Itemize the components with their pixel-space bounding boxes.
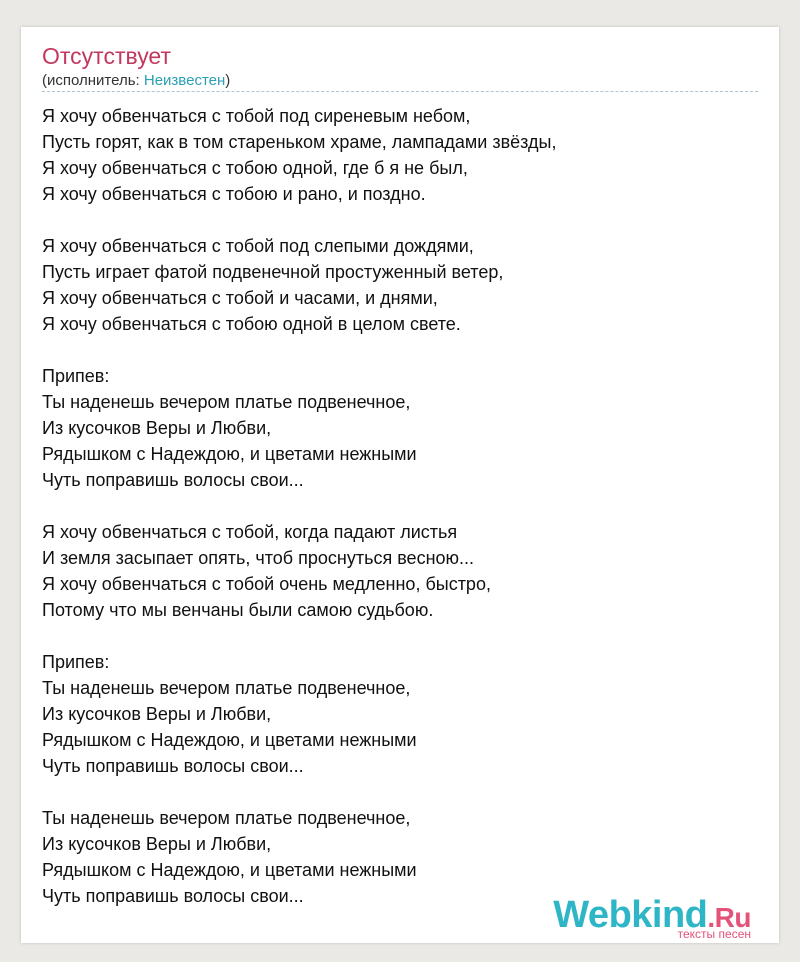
lyric-line: Потому что мы венчаны были самою судьбою.: [42, 600, 434, 620]
lyric-line: Рядышком с Надеждою, и цветами нежными: [42, 730, 417, 750]
chorus-stanza: [42, 649, 758, 779]
lyric-line: Я хочу обвенчаться с тобой, когда падают листья: [42, 522, 458, 542]
lyric-line: Я хочу обвенчаться с тобой под слепыми дождями,: [42, 236, 474, 256]
lyric-line: Ты наденешь вечером платье подвенечное,: [42, 678, 411, 698]
lyric-line: Пусть играет фатой подвенечной простуженный ветер,: [42, 262, 504, 282]
lyric-line: Я хочу обвенчаться с тобою одной в целом свете.: [42, 314, 461, 334]
chorus-label: Припев:: [42, 366, 110, 386]
artist-suffix: ): [225, 72, 231, 89]
lyrics-card: [21, 27, 779, 943]
lyric-line: Я хочу обвенчаться с тобою и рано, и поздно.: [42, 184, 426, 204]
artist-prefix: (исполнитель:: [42, 72, 144, 89]
lyric-line: Я хочу обвенчаться с тобой очень медленно, быстро,: [42, 574, 491, 594]
lyric-line: Из кусочков Веры и Любви,: [42, 834, 272, 854]
webkind-logo[interactable]: [553, 894, 751, 941]
lyric-line: Ты наденешь вечером платье подвенечное,: [42, 808, 411, 828]
lyric-line: Пусть горят, как в том стареньком храме, лампадами звёзды,: [42, 132, 557, 152]
lyric-line: Рядышком с Надеждою, и цветами нежными: [42, 444, 417, 464]
chorus-stanza: [42, 363, 758, 493]
lyric-line: Чуть поправишь волосы свои...: [42, 756, 304, 776]
stanza: [42, 519, 758, 623]
lyric-line: Рядышком с Надеждою, и цветами нежными: [42, 860, 417, 880]
artist-line: [42, 72, 230, 89]
logo-tagline: тексты песен: [677, 927, 751, 941]
lyric-line: Из кусочков Веры и Любви,: [42, 418, 272, 438]
lyric-line: Я хочу обвенчаться с тобой и часами, и днями,: [42, 288, 438, 308]
song-title: Отсутствует: [42, 43, 171, 69]
lyric-line: Чуть поправишь волосы свои...: [42, 470, 304, 490]
lyric-line: Я хочу обвенчаться с тобой под сиреневым небом,: [42, 106, 471, 126]
chorus-label: Припев:: [42, 652, 110, 672]
logo-main-text: Webkind: [553, 894, 708, 936]
stanza: [42, 233, 758, 337]
lyric-line: Чуть поправишь волосы свои...: [42, 886, 304, 906]
artist-link[interactable]: Неизвестен: [143, 72, 226, 89]
lyric-line: Я хочу обвенчаться с тобою одной, где б я не был,: [42, 158, 468, 178]
lyric-line: Из кусочков Веры и Любви,: [42, 704, 272, 724]
lyric-line: И земля засыпает опять, чтоб проснуться весною...: [42, 548, 475, 568]
dashed-divider: [42, 91, 758, 92]
stanza: [42, 103, 758, 207]
logo-tld-text: .Ru: [707, 902, 751, 933]
lyric-line: Ты наденешь вечером платье подвенечное,: [42, 392, 411, 412]
lyrics-body: [42, 103, 758, 935]
